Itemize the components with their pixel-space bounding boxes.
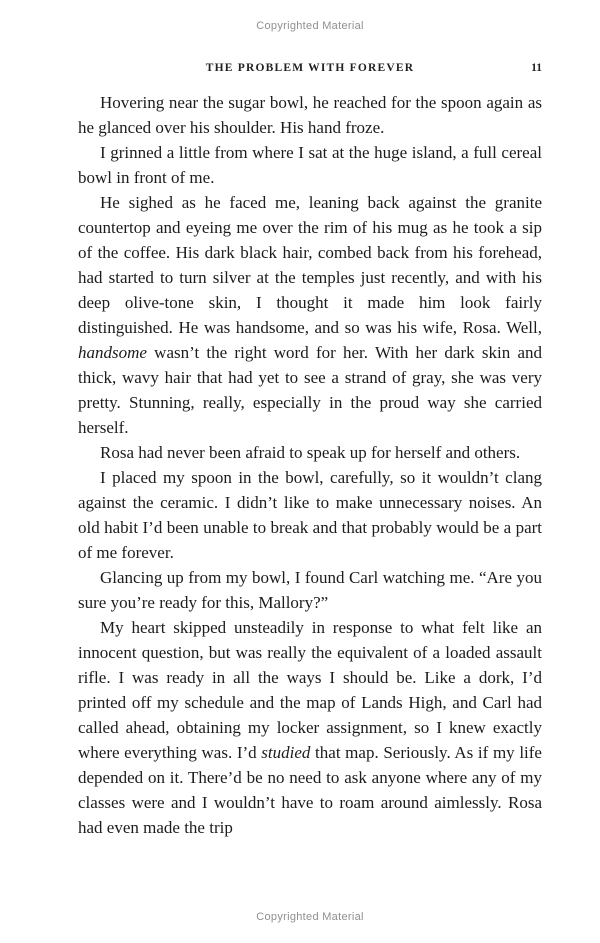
page-body — [78, 90, 542, 840]
text-segment: wasn’t the right word for her. With her dark skin and thick, wavy hair that had yet to see a strand of gray, she was very pretty. Stunning, really, especially in the proud way she carried herself. — [78, 343, 542, 437]
text-segment: Rosa had never been afraid to speak up for herself and others. — [100, 443, 521, 462]
page-number: 11 — [531, 62, 542, 74]
copyright-notice-bottom: Copyrighted Material — [256, 911, 364, 923]
copyright-notice-top: Copyrighted Material — [256, 20, 364, 32]
italic-text: studied — [261, 743, 311, 762]
text-segment: Glancing up from my bowl, I found Carl watching me. “Are you sure you’re ready for this, Mallory?” — [78, 568, 542, 612]
paragraph — [78, 90, 542, 140]
paragraph — [78, 615, 542, 840]
text-segment: Hovering near the sugar bowl, he reached for the spoon again as he glanced over his shoulder. His hand froze. — [78, 93, 542, 137]
paragraph — [78, 465, 542, 565]
paragraph — [78, 440, 542, 465]
italic-text: handsome — [78, 343, 147, 362]
page-header — [78, 62, 542, 74]
running-title: THE PROBLEM WITH FOREVER — [205, 62, 415, 74]
text-segment: that map. Seriously. As if my life depended on it. There’d be no need to ask anyone where any of my classes were and I wouldn’t have to roam around aimlessly. Rosa had even made the trip — [78, 743, 542, 837]
paragraph — [78, 140, 542, 190]
text-segment: My heart skipped unsteadily in response to what felt like an innocent question, but was really the equivalent of a loaded assault rifle. I was ready in all the ways I should be. Like a dork, I’d printed off my schedule and the map of Lands High, and Carl had called ahead, obtaining my locker assignment, so I knew exactly where everything was. I’d — [78, 618, 542, 762]
text-segment: I grinned a little from where I sat at the huge island, a full cereal bowl in front of me. — [78, 143, 542, 187]
paragraph — [78, 190, 542, 440]
paragraph — [78, 565, 542, 615]
text-segment: I placed my spoon in the bowl, carefully, so it wouldn’t clang against the ceramic. I didn’t like to make unnecessary noises. An old habit I’d been unable to break and that probably would be a part of me forever. — [78, 468, 542, 562]
text-segment: He sighed as he faced me, leaning back against the granite countertop and eyeing me over the rim of his mug as he took a sip of the coffee. His dark black hair, combed back from his forehead, had started to turn silver at the temples just recently, and with his deep olive-tone skin, I thought it made him look fairly distinguished. He was handsome, and so was his wife, Rosa. Well, — [78, 193, 542, 337]
